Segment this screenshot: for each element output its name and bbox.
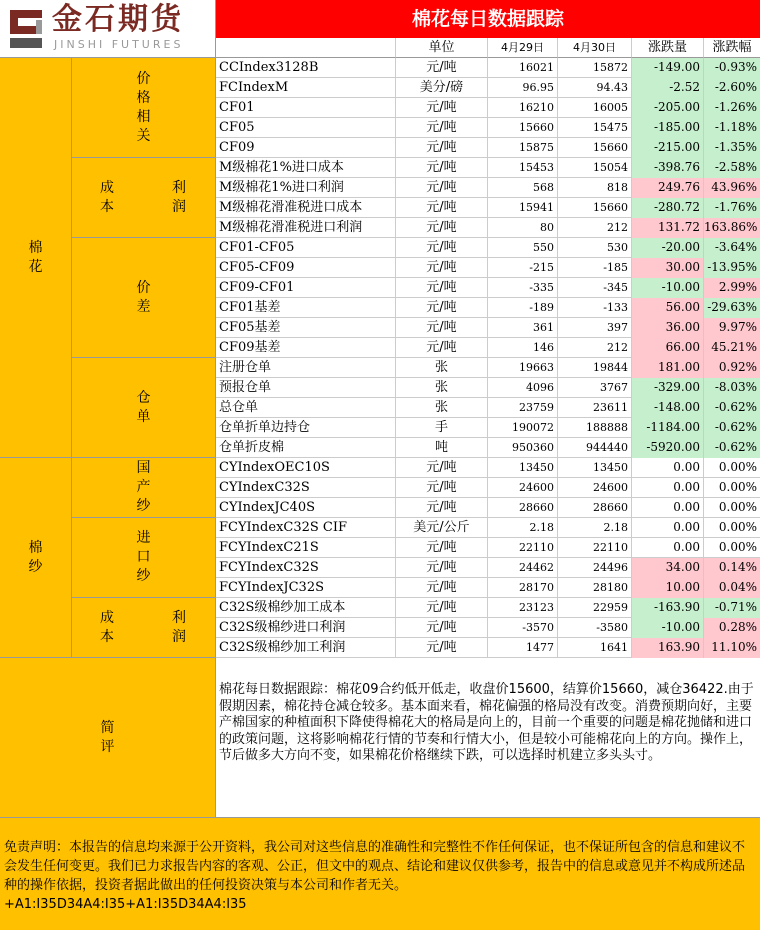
cell-d2: 23611 xyxy=(558,398,632,418)
cell-d1: 15875 xyxy=(488,138,558,158)
cell-unit: 元/吨 xyxy=(396,578,488,598)
subgroup-yarn-cost xyxy=(72,598,216,658)
cell-d2: 15872 xyxy=(558,58,632,78)
cell-d2: 212 xyxy=(558,218,632,238)
cell-pct: -1.76% xyxy=(704,198,760,218)
cell-d1: -189 xyxy=(488,298,558,318)
table-row xyxy=(216,478,760,498)
table-row xyxy=(216,418,760,438)
cell-d2: 397 xyxy=(558,318,632,338)
cell-pct: -1.18% xyxy=(704,118,760,138)
formula-text: +A1:I35D34A4:I35+A1:I35D34A4:I35 xyxy=(4,897,247,912)
cell-d2: -345 xyxy=(558,278,632,298)
cell-chg: -205.00 xyxy=(632,98,704,118)
cell-d1: 2.18 xyxy=(488,518,558,538)
header-date-1: 4月29日 xyxy=(488,38,558,58)
summary-text: 棉花每日数据跟踪：棉花09合约低开低走，收盘价15600，结算价15660，减仓36422.由于假期因素，棉花持仓减仓较多。基本面来看，棉花偏强的格局没有改变。消费预期向好，主要产棉国家的种植面积下降使得棉花大的格局是向上的，目前一个重要的问题是棉花抛储和进口的政策问题，这将影响棉花行情的节奏和行情大小，但是较小可能棉花向上的方向。操作上，节后做多大方向不变，如果棉花价格继续下跌，可以选择时机建立多头头寸。 xyxy=(216,658,760,818)
cell-d1: 80 xyxy=(488,218,558,238)
cell-d2: 24600 xyxy=(558,478,632,498)
cell-name: C32S级棉纱进口利润 xyxy=(216,618,396,638)
cell-d2: 94.43 xyxy=(558,78,632,98)
cell-chg: 163.90 xyxy=(632,638,704,658)
logo-mark-icon xyxy=(6,6,46,52)
group-yarn-label: 棉纱 xyxy=(28,539,43,575)
cell-pct: -0.62% xyxy=(704,438,760,458)
cell-chg: -20.00 xyxy=(632,238,704,258)
cell-unit: 元/吨 xyxy=(396,218,488,238)
cell-d2: 818 xyxy=(558,178,632,198)
cell-unit: 元/吨 xyxy=(396,138,488,158)
table-row xyxy=(216,238,760,258)
table-row xyxy=(216,58,760,78)
cell-chg: -163.90 xyxy=(632,598,704,618)
cell-pct: 0.04% xyxy=(704,578,760,598)
cell-name: CF05-CF09 xyxy=(216,258,396,278)
cell-chg: -5920.00 xyxy=(632,438,704,458)
table-row xyxy=(216,518,760,538)
cell-pct: 0.00% xyxy=(718,460,757,474)
cell-unit: 元/吨 xyxy=(396,58,488,78)
cell-chg: 131.72 xyxy=(632,218,704,238)
summary-label: 简评 xyxy=(100,719,115,755)
cell-pct: -0.62% xyxy=(704,398,760,418)
cell-unit: 手 xyxy=(396,418,488,438)
table-row xyxy=(216,398,760,418)
cell-name: CF09-CF01 xyxy=(216,278,396,298)
cell-name: M级棉花1%进口利润 xyxy=(216,178,396,198)
cell-pct: 0.00% xyxy=(718,540,757,554)
header-name-blank xyxy=(216,38,396,58)
cell-pct: -2.58% xyxy=(704,158,760,178)
cell-d2: 16005 xyxy=(558,98,632,118)
cell-name: CCIndex3128B xyxy=(216,58,396,78)
cell-name: 预报仓单 xyxy=(216,378,396,398)
cell-pct: 163.86% xyxy=(704,218,760,238)
cell-d2: 1641 xyxy=(558,638,632,658)
cell-chg: -215.00 xyxy=(632,138,704,158)
cell-chg: 249.76 xyxy=(632,178,704,198)
cell-unit: 元/吨 xyxy=(396,238,488,258)
cell-chg: -149.00 xyxy=(632,58,704,78)
cell-pct: -1.35% xyxy=(704,138,760,158)
subgroup-yarn-cost-label-a: 成本 xyxy=(100,609,114,645)
cell-unit: 元/吨 xyxy=(396,98,488,118)
cell-d2: 2.18 xyxy=(558,518,632,538)
table-row xyxy=(216,638,760,658)
table-row xyxy=(216,358,760,378)
cell-d1: -3570 xyxy=(488,618,558,638)
sheet-title: 棉花每日数据跟踪 xyxy=(216,0,760,38)
cell-d1: 4096 xyxy=(488,378,558,398)
cell-pct: -0.93% xyxy=(704,58,760,78)
table-row xyxy=(216,598,760,618)
cell-name: M级棉花滑准税进口利润 xyxy=(216,218,396,238)
group-yarn xyxy=(0,458,72,658)
cell-pct: 0.28% xyxy=(704,618,760,638)
cell-unit: 元/吨 xyxy=(396,278,488,298)
subgroup-spread xyxy=(72,238,216,358)
cell-pct: -0.62% xyxy=(704,418,760,438)
cell-chg: -148.00 xyxy=(632,398,704,418)
cell-d2: 212 xyxy=(558,338,632,358)
cell-d1: 15453 xyxy=(488,158,558,178)
cell-unit: 元/吨 xyxy=(396,178,488,198)
cell-d1: -215 xyxy=(488,258,558,278)
group-cotton xyxy=(0,58,72,458)
cell-unit: 张 xyxy=(396,358,488,378)
cell-name: C32S级棉纱加工成本 xyxy=(216,598,396,618)
cell-d2: -133 xyxy=(558,298,632,318)
cell-chg: -280.72 xyxy=(632,198,704,218)
cell-d2: 19844 xyxy=(558,358,632,378)
subgroup-imported-yarn xyxy=(72,518,216,598)
cell-d2: 188888 xyxy=(558,418,632,438)
subgroup-cost-label-a: 成本 xyxy=(100,179,114,215)
table-row xyxy=(216,538,760,558)
cell-d2: 22110 xyxy=(558,538,632,558)
table-row xyxy=(216,558,760,578)
cell-d1: 96.95 xyxy=(488,78,558,98)
cell-unit: 美元/公斤 xyxy=(396,518,488,538)
logo-chinese-name: 金石期货 xyxy=(52,2,184,37)
cell-chg: 0.00 xyxy=(632,538,704,558)
table-row xyxy=(216,578,760,598)
cell-d2: 15054 xyxy=(558,158,632,178)
summary-label-cell xyxy=(0,658,216,818)
cell-chg: 181.00 xyxy=(632,358,704,378)
cell-chg: -1184.00 xyxy=(632,418,704,438)
cell-chg: 0.00 xyxy=(632,518,704,538)
subgroup-spread-label: 价差 xyxy=(136,279,151,315)
cell-d2: -3580 xyxy=(558,618,632,638)
table-row xyxy=(216,438,760,458)
cell-chg: 34.00 xyxy=(632,558,704,578)
table-row xyxy=(216,258,760,278)
cell-d1: 15941 xyxy=(488,198,558,218)
cell-d2: 15475 xyxy=(558,118,632,138)
cell-name: CYIndexC32S xyxy=(216,478,396,498)
cell-chg: 0.00 xyxy=(632,458,704,478)
cell-pct: 43.96% xyxy=(704,178,760,198)
cell-name: FCIndexM xyxy=(216,78,396,98)
cell-chg: 56.00 xyxy=(632,298,704,318)
table-row xyxy=(216,278,760,298)
subgroup-price-label: 价格相关 xyxy=(136,70,151,144)
table-row xyxy=(216,218,760,238)
cell-chg: -329.00 xyxy=(632,378,704,398)
cell-d2: 15660 xyxy=(558,198,632,218)
cell-unit: 美分/磅 xyxy=(396,78,488,98)
cell-pct: -0.71% xyxy=(704,598,760,618)
cell-d1: 23123 xyxy=(488,598,558,618)
cell-name: CF01-CF05 xyxy=(216,238,396,258)
cell-unit: 吨 xyxy=(396,438,488,458)
table-row xyxy=(216,118,760,138)
cell-unit: 张 xyxy=(396,378,488,398)
subgroup-yarn-cost-label-b: 利润 xyxy=(172,609,186,645)
subgroup-warehouse-label: 仓单 xyxy=(136,389,151,425)
cell-chg: -10.00 xyxy=(632,618,704,638)
cell-d1: 15660 xyxy=(488,118,558,138)
cell-d2: 28180 xyxy=(558,578,632,598)
table-row xyxy=(216,378,760,398)
cell-d1: 568 xyxy=(488,178,558,198)
cell-name: 仓单折皮棉 xyxy=(216,438,396,458)
cell-unit: 元/吨 xyxy=(396,318,488,338)
cell-name: CYIndexJC40S xyxy=(216,498,396,518)
cell-name: M级棉花1%进口成本 xyxy=(216,158,396,178)
cell-chg: 66.00 xyxy=(632,338,704,358)
cell-d1: 28170 xyxy=(488,578,558,598)
table-row xyxy=(216,138,760,158)
cell-unit: 元/吨 xyxy=(396,458,488,478)
header-change: 涨跌量 xyxy=(632,38,704,58)
subgroup-price xyxy=(72,58,216,158)
cell-d1: 950360 xyxy=(488,438,558,458)
cell-pct: -3.64% xyxy=(704,238,760,258)
cell-chg: -398.76 xyxy=(632,158,704,178)
cell-d1: 23759 xyxy=(488,398,558,418)
table-row xyxy=(216,458,760,478)
cell-chg: -185.00 xyxy=(632,118,704,138)
cell-d1: 28660 xyxy=(488,498,558,518)
cell-name: CF01 xyxy=(216,98,396,118)
cell-name: FCYIndexC21S xyxy=(216,538,396,558)
cell-unit: 元/吨 xyxy=(396,338,488,358)
cell-unit: 元/吨 xyxy=(396,118,488,138)
table-row xyxy=(216,618,760,638)
cell-chg: 36.00 xyxy=(632,318,704,338)
cell-d1: 24462 xyxy=(488,558,558,578)
cell-pct: -2.60% xyxy=(704,78,760,98)
table-row xyxy=(216,338,760,358)
cell-pct: -13.95% xyxy=(704,258,760,278)
cell-name: CF05 xyxy=(216,118,396,138)
cell-d2: 28660 xyxy=(558,498,632,518)
cell-name: CF09 xyxy=(216,138,396,158)
cell-pct: -1.26% xyxy=(704,98,760,118)
header-unit: 单位 xyxy=(396,38,488,58)
subgroup-cost-label-b: 利润 xyxy=(172,179,186,215)
subgroup-imported-label: 进口纱 xyxy=(136,530,151,584)
cell-unit: 元/吨 xyxy=(396,598,488,618)
table-row xyxy=(216,298,760,318)
cell-unit: 元/吨 xyxy=(396,498,488,518)
cell-pct: 9.97% xyxy=(704,318,760,338)
subgroup-cost xyxy=(72,158,216,238)
cell-pct: 0.14% xyxy=(704,558,760,578)
subgroup-warehouse xyxy=(72,358,216,458)
cell-d1: 13450 xyxy=(488,458,558,478)
cell-name: 注册仓单 xyxy=(216,358,396,378)
table-row xyxy=(216,158,760,178)
cell-name: CF01基差 xyxy=(216,298,396,318)
cell-d1: 1477 xyxy=(488,638,558,658)
cell-chg: 0.00 xyxy=(632,478,704,498)
cell-d1: 19663 xyxy=(488,358,558,378)
cell-d1: 190072 xyxy=(488,418,558,438)
cell-unit: 元/吨 xyxy=(396,198,488,218)
cell-name: FCYIndexJC32S xyxy=(216,578,396,598)
cell-name: M级棉花滑准税进口成本 xyxy=(216,198,396,218)
cell-d1: 24600 xyxy=(488,478,558,498)
cell-d1: 16021 xyxy=(488,58,558,78)
cell-pct: 0.92% xyxy=(704,358,760,378)
cell-name: CF09基差 xyxy=(216,338,396,358)
cell-d2: 15660 xyxy=(558,138,632,158)
cell-chg: 10.00 xyxy=(632,578,704,598)
cell-d1: 361 xyxy=(488,318,558,338)
logo-english-name: JINSHI FUTURES xyxy=(54,38,184,51)
cell-unit: 元/吨 xyxy=(396,618,488,638)
cell-name: 总仓单 xyxy=(216,398,396,418)
cell-d2: 24496 xyxy=(558,558,632,578)
cell-pct: -8.03% xyxy=(704,378,760,398)
subgroup-domestic-yarn xyxy=(72,458,216,518)
cell-unit: 元/吨 xyxy=(396,538,488,558)
cell-name: 仓单折单边持仓 xyxy=(216,418,396,438)
cell-pct: 0.00% xyxy=(718,500,757,514)
cell-d1: 16210 xyxy=(488,98,558,118)
cell-pct: 0.00% xyxy=(718,520,757,534)
header-pct: 涨跌幅 xyxy=(704,38,760,58)
cell-unit: 元/吨 xyxy=(396,638,488,658)
cell-pct: 0.00% xyxy=(718,480,757,494)
cell-pct: 45.21% xyxy=(704,338,760,358)
cell-chg: 30.00 xyxy=(632,258,704,278)
cell-pct: -29.63% xyxy=(704,298,760,318)
cell-name: CYIndexOEC10S xyxy=(216,458,396,478)
group-cotton-label: 棉花 xyxy=(28,239,43,275)
cell-pct: 2.99% xyxy=(704,278,760,298)
cell-unit: 元/吨 xyxy=(396,298,488,318)
header-date-2: 4月30日 xyxy=(558,38,632,58)
subgroup-domestic-label: 国产纱 xyxy=(136,460,151,514)
table-row xyxy=(216,318,760,338)
cell-d1: 22110 xyxy=(488,538,558,558)
cell-unit: 张 xyxy=(396,398,488,418)
cell-chg: 0.00 xyxy=(632,498,704,518)
cell-d1: 146 xyxy=(488,338,558,358)
cell-d1: -335 xyxy=(488,278,558,298)
cell-unit: 元/吨 xyxy=(396,558,488,578)
cell-d2: -185 xyxy=(558,258,632,278)
cell-chg: -2.52 xyxy=(632,78,704,98)
table-row xyxy=(216,98,760,118)
cell-name: FCYIndexC32S xyxy=(216,558,396,578)
cell-name: CF05基差 xyxy=(216,318,396,338)
cell-d2: 13450 xyxy=(558,458,632,478)
cell-d1: 550 xyxy=(488,238,558,258)
table-row xyxy=(216,178,760,198)
table-row xyxy=(216,198,760,218)
cell-pct: 11.10% xyxy=(704,638,760,658)
cell-d2: 3767 xyxy=(558,378,632,398)
table-row xyxy=(216,78,760,98)
cell-chg: -10.00 xyxy=(632,278,704,298)
cell-unit: 元/吨 xyxy=(396,158,488,178)
disclaimer-text: 免责声明：本报告的信息均来源于公开资料，我公司对这些信息的准确性和完整性不作任何保证，也不保证所包含的信息和建议不会发生任何变更。我们已力求报告内容的客观、公正，但文中的观点、结论和建议仅供参考，报告中的信息或意见并不构成所述品种的操作依据，投资者据此做出的任何投资决策与本公司和作者无关。 xyxy=(4,840,746,893)
cell-d2: 22959 xyxy=(558,598,632,618)
cell-name: FCYIndexC32S CIF xyxy=(216,518,396,538)
cell-unit: 元/吨 xyxy=(396,478,488,498)
cell-unit: 元/吨 xyxy=(396,258,488,278)
disclaimer xyxy=(0,818,760,930)
cell-d2: 530 xyxy=(558,238,632,258)
table-row xyxy=(216,498,760,518)
cell-name: C32S级棉纱加工利润 xyxy=(216,638,396,658)
cell-d2: 944440 xyxy=(558,438,632,458)
company-logo xyxy=(0,0,216,58)
